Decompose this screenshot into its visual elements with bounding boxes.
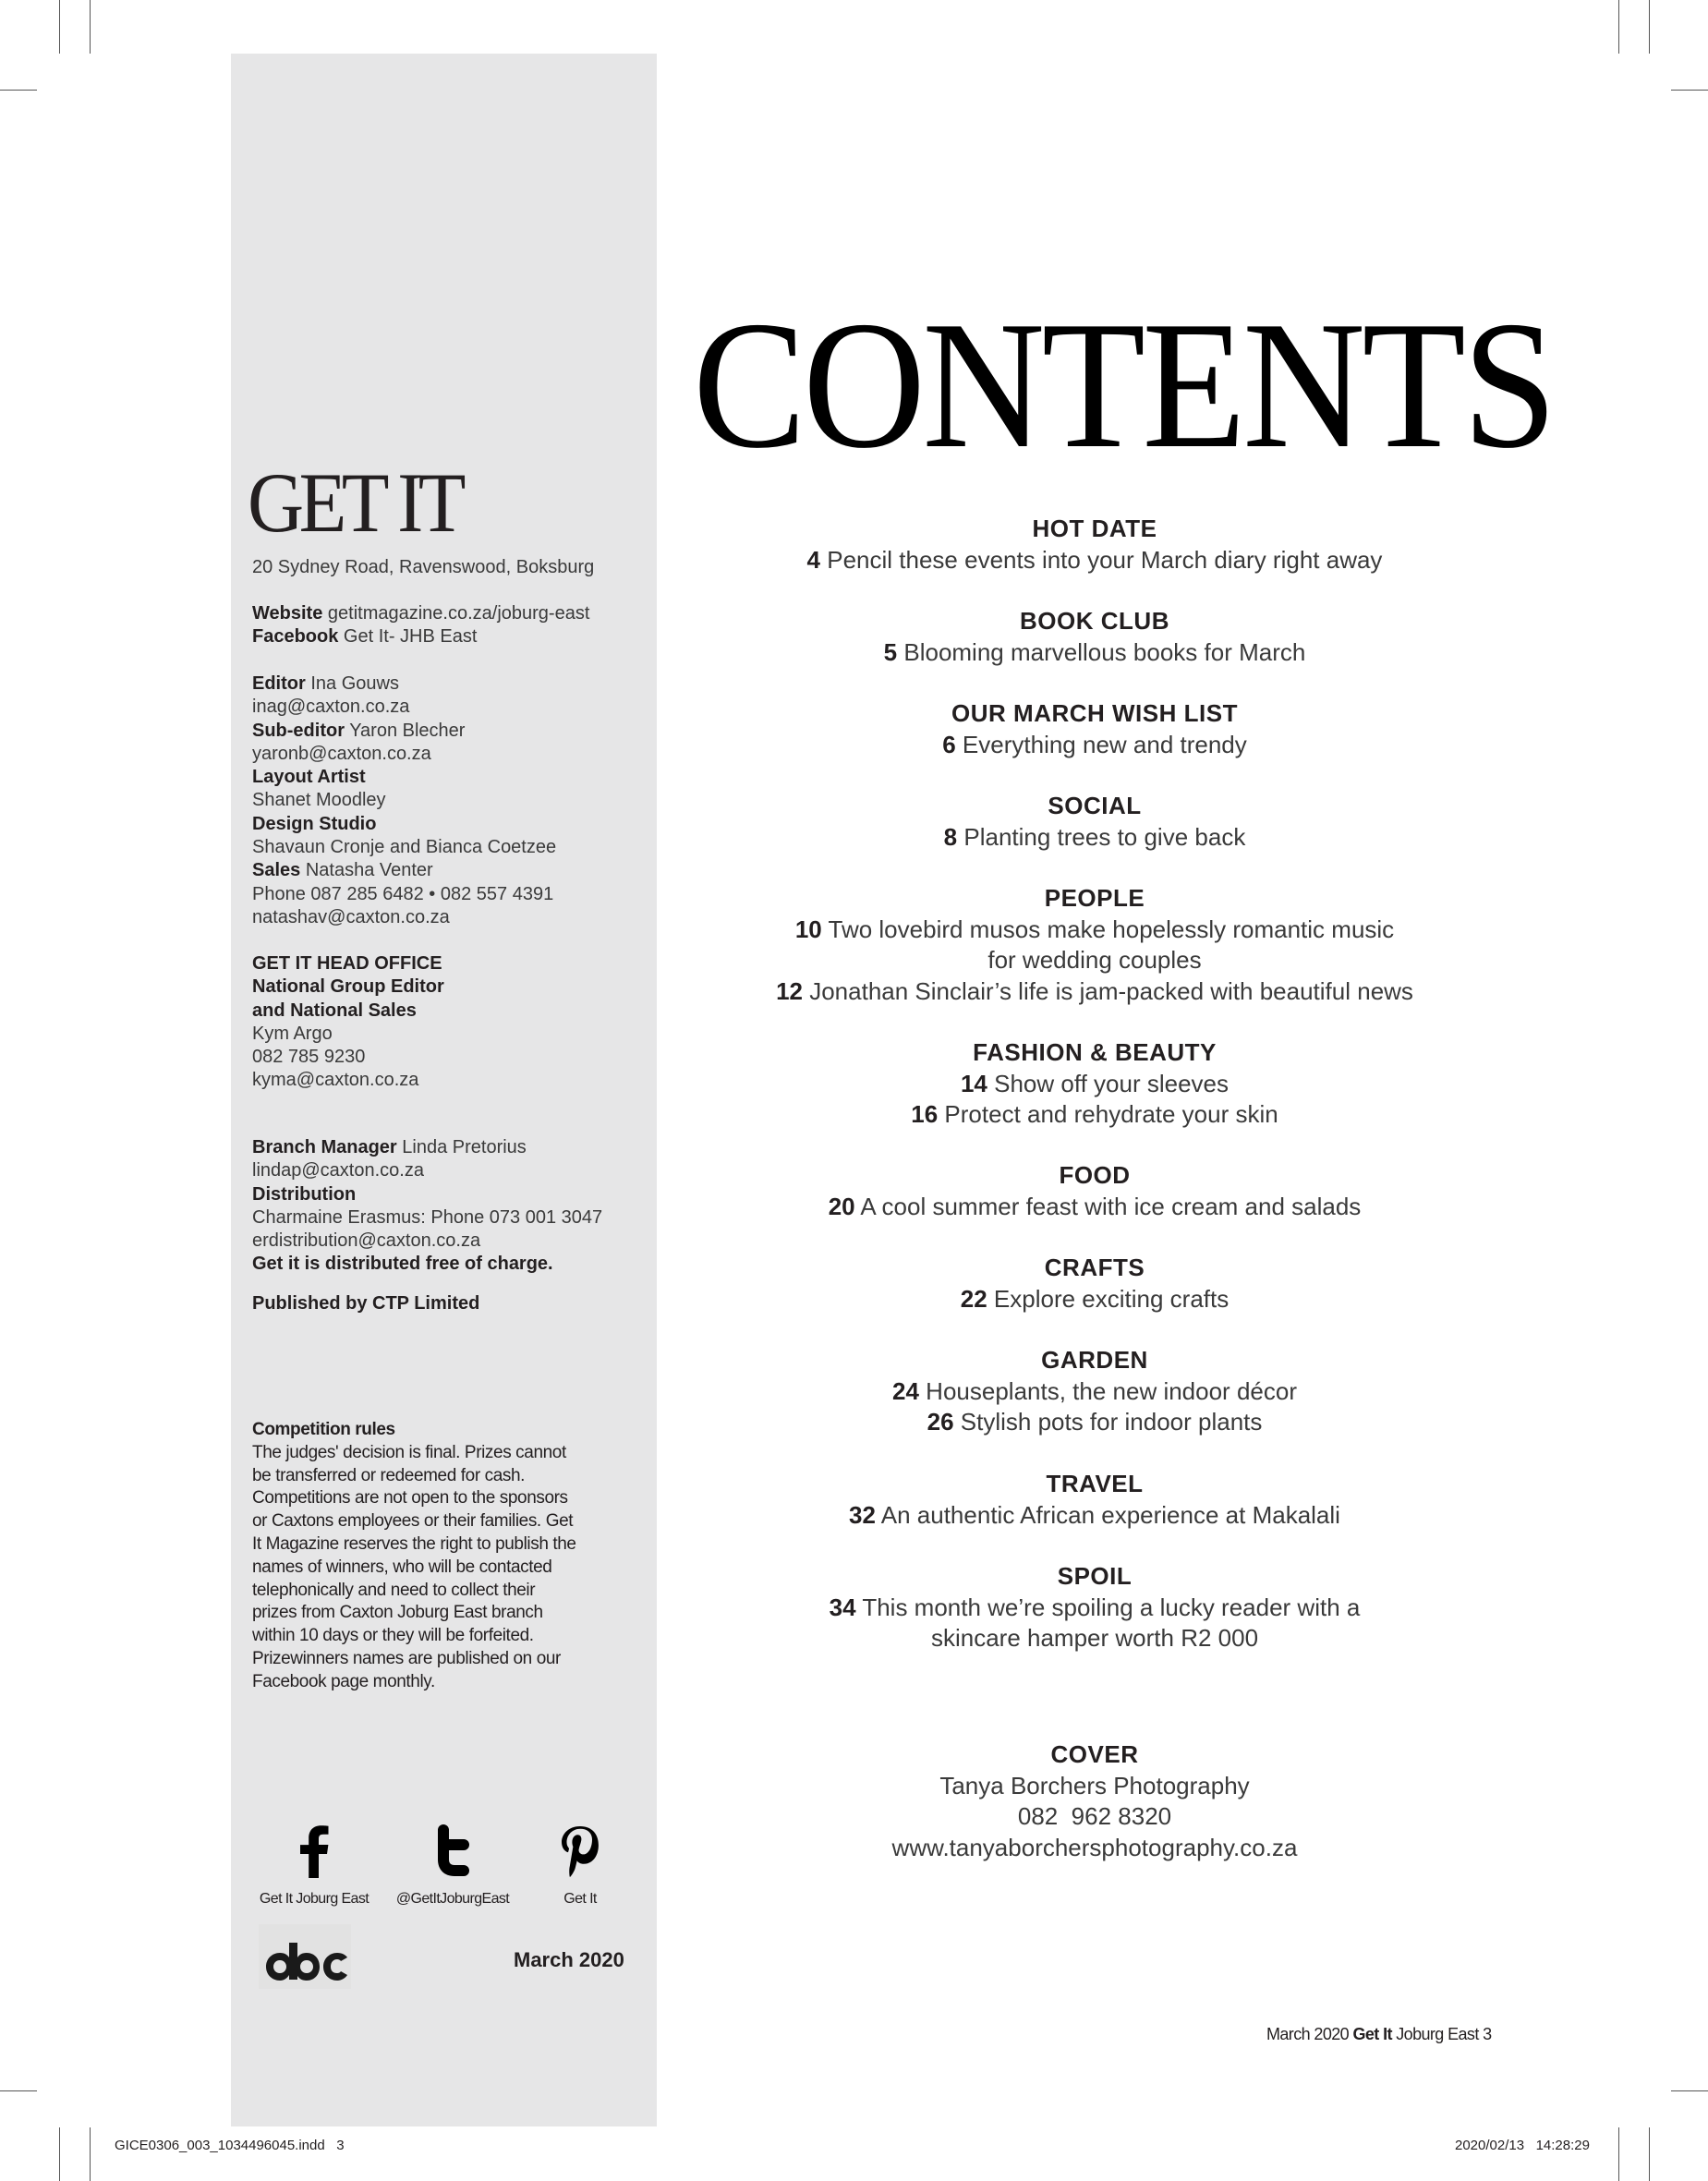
facebook-icon [298,1824,330,1878]
competition-title: Competition rules [252,1420,395,1439]
head-office-block [252,952,649,1093]
branch-email[interactable]: lindap@caxton.co.za [252,1160,424,1181]
layout-name: Shanet Moodley [252,790,386,811]
cover-url[interactable]: www.tanyaborchersphotography.co.za [891,1833,1298,1861]
toc-page-number: 26 [927,1408,954,1436]
folio-edition: Joburg East 3 [1396,2025,1492,2043]
editor-email[interactable]: inag@caxton.co.za [252,697,410,718]
toc-section [702,1345,1487,1438]
toc-page-number: 24 [892,1376,919,1405]
distribution-label: Distribution [252,1183,357,1205]
toc-entry[interactable] [702,1069,1487,1100]
competition-line: within 10 days or they will be forfeited. [252,1626,534,1646]
toc-entry[interactable] [702,1623,1487,1654]
design-names: Shavaun Cronje and Bianca Coetzee [252,837,557,858]
crop-mark [1649,2127,1650,2181]
national-editor-name: Kym Argo [252,1023,333,1044]
toc-section [702,606,1487,668]
toc-entry-text: skincare hamper worth R2 000 [930,1624,1259,1652]
toc-section-heading: PEOPLE [1044,884,1145,912]
competition-line: telephonically and need to collect their [252,1580,536,1600]
crop-mark [1618,0,1619,54]
editor-name: Ina Gouws [310,673,399,694]
toc-page-number: 20 [828,1192,855,1220]
toc-section [702,1253,1487,1315]
website-label: Website [252,603,323,624]
toc-page-number: 22 [960,1284,987,1313]
subeditor-name: Yaron Blecher [349,720,466,741]
toc-page-number: 8 [943,822,958,851]
sales-label: Sales [252,860,301,881]
toc-entry[interactable] [702,545,1487,576]
toc-entry-text: Planting trees to give back [963,822,1246,851]
toc-section-heading: FASHION & BEAUTY [973,1038,1217,1066]
toc-entry-text: Houseplants, the new indoor décor [926,1376,1297,1405]
toc-entry[interactable] [702,637,1487,669]
crop-mark [90,0,91,54]
toc-section [702,1037,1487,1131]
toc-page-number: 5 [883,637,898,666]
design-label: Design Studio [252,813,377,834]
pinterest-social[interactable] [520,1824,640,1908]
toc-section [702,1561,1487,1654]
toc-entry[interactable] [702,1284,1487,1315]
abc-logo [259,1924,351,1989]
twitter-handle: @GetItJoburgEast [395,1891,510,1907]
toc-entry[interactable] [702,1099,1487,1131]
branch-label: Branch Manager [252,1137,397,1157]
crop-mark [0,90,37,91]
facebook-social[interactable] [254,1824,374,1908]
toc-entry-text: Explore exciting crafts [993,1284,1230,1313]
toc-entry[interactable] [702,822,1487,854]
web-block [252,602,649,649]
toc-section [702,698,1487,760]
cover-heading: COVER [1050,1740,1139,1768]
crop-mark [0,2090,37,2091]
national-sales-label: and National Sales [252,1000,417,1021]
branch-block [252,1136,649,1277]
crop-mark [90,2127,91,2181]
competition-line: Facebook page monthly. [252,1671,435,1691]
cover-credit [702,1739,1487,1863]
page-title: CONTENTS [693,284,1554,486]
toc-page-number: 4 [806,545,821,574]
pinterest-handle: Get It [563,1891,597,1907]
toc-section-heading: BOOK CLUB [1020,607,1169,635]
competition-line: It Magazine reserves the right to publish the [252,1533,576,1554]
competition-rules [252,1419,640,1694]
twitter-icon [432,1824,473,1878]
head-office-label: GET IT HEAD OFFICE [252,953,442,974]
crop-mark [1671,90,1708,91]
toc-entry[interactable] [702,1376,1487,1408]
cover-phone: 082 962 8320 [1017,1802,1172,1830]
toc-entry-text: This month we’re spoiling a lucky reader with a [862,1593,1361,1621]
pinterest-icon [559,1824,601,1878]
layout-label: Layout Artist [252,767,366,788]
slug-timestamp: 2020/02/13 14:28:29 [1455,2138,1590,2153]
subeditor-email[interactable]: yaronb@caxton.co.za [252,743,431,764]
folio-brand: Get It [1352,2025,1392,2043]
sales-email[interactable]: natashav@caxton.co.za [252,906,450,927]
competition-line: names of winners, who will be contacted [252,1557,552,1577]
national-editor-email[interactable]: kyma@caxton.co.za [252,1070,419,1091]
address: 20 Sydney Road, Ravenswood, Boksburg [252,557,595,577]
crop-mark [1649,0,1650,54]
slug-filename: GICE0306_003_1034496045.indd 3 [115,2138,345,2153]
get-it-logo: GET IT [248,455,461,550]
toc-entry-text: Pencil these events into your March diary right away [827,545,1383,574]
facebook-link[interactable]: Get It- JHB East [343,626,478,648]
toc-entry-text: Show off your sleeves [994,1069,1230,1097]
crop-mark [59,2127,60,2181]
toc-entry-text: Blooming marvellous books for March [903,637,1306,666]
distribution-contact: Charmaine Erasmus: Phone 073 001 3047 [252,1206,603,1228]
toc-section [702,514,1487,576]
facebook-label: Facebook [252,626,339,648]
free-note: Get it is distributed free of charge. [252,1254,553,1275]
website-link[interactable]: getitmagazine.co.za/joburg-east [327,603,590,624]
toc-section-heading: TRAVEL [1046,1470,1144,1497]
competition-line: prizes from Caxton Joburg East branch [252,1603,543,1623]
toc-section-heading: FOOD [1059,1161,1131,1189]
sales-phone: Phone 087 285 6482 • 082 557 4391 [252,883,554,904]
national-editor-phone: 082 785 9230 [252,1047,366,1068]
toc-section-heading: SOCIAL [1048,792,1142,819]
toc-entry-text: Everything new and trendy [962,730,1247,758]
toc-entry[interactable] [702,945,1487,976]
crop-mark [59,0,60,54]
toc-entry-text: Jonathan Sinclair’s life is jam-packed with beautiful news [809,976,1413,1005]
editor-label: Editor [252,673,306,694]
toc-section-heading: HOT DATE [1032,515,1157,542]
competition-text [252,1442,640,1694]
toc-section-heading: CRAFTS [1044,1254,1145,1281]
twitter-social[interactable] [393,1824,513,1908]
branch-name: Linda Pretorius [402,1137,527,1157]
toc-section-heading: GARDEN [1041,1346,1148,1374]
toc-entry[interactable] [702,1500,1487,1532]
toc-entry[interactable] [702,730,1487,761]
cover-photographer: Tanya Borchers Photography [939,1771,1250,1799]
toc-entry-text: Two lovebird musos make hopelessly romantic music [828,915,1395,943]
toc-entry-text: Protect and rehydrate your skin [944,1100,1278,1128]
toc-page-number: 6 [942,730,956,758]
toc-page-number: 34 [829,1593,856,1621]
crop-mark [1671,2090,1708,2091]
sales-name: Natasha Venter [305,860,433,881]
toc-entry[interactable] [702,1192,1487,1223]
toc-entry-text: An authentic African experience at Makalali [880,1500,1340,1529]
competition-line: Prizewinners names are published on our [252,1648,561,1668]
competition-line: or Caxtons employees or their families. Get [252,1511,574,1532]
toc-page-number: 32 [849,1500,876,1529]
toc-section [702,1469,1487,1531]
toc-entry-text: Stylish pots for indoor plants [960,1408,1263,1436]
page-folio [1266,2025,1492,2044]
distribution-email[interactable]: erdistribution@caxton.co.za [252,1230,481,1252]
toc-page-number: 16 [911,1100,939,1128]
issue-date: March 2020 [514,1948,624,1971]
toc-page-number: 12 [776,976,803,1005]
toc-entry[interactable] [702,1407,1487,1438]
competition-line: Competitions are not open to the sponsors [252,1488,568,1509]
toc-entry-text: for wedding couples [987,946,1202,974]
address-block [252,556,649,579]
toc-page-number: 10 [794,915,822,943]
folio-date: March 2020 [1266,2025,1350,2043]
toc-entry-text: A cool summer feast with ice cream and salads [860,1192,1362,1220]
toc-section [702,883,1487,1007]
facebook-handle: Get It Joburg East [259,1891,369,1907]
competition-line: be transferred or redeemed for cash. [252,1465,526,1485]
toc-section-heading: OUR MARCH WISH LIST [951,699,1238,727]
staff-block [252,672,649,929]
publisher: Published by CTP Limited [252,1293,480,1314]
toc-section-heading: SPOIL [1057,1562,1133,1590]
toc-section [702,1160,1487,1222]
competition-line: The judges' decision is final. Prizes cannot [252,1442,566,1462]
publisher-block [252,1292,649,1315]
toc-entry[interactable] [702,915,1487,946]
toc-entry[interactable] [702,976,1487,1008]
crop-mark [1618,2127,1619,2181]
subeditor-label: Sub-editor [252,720,345,741]
national-editor-label: National Group Editor [252,976,444,998]
toc-section [702,791,1487,853]
toc-page-number: 14 [960,1069,987,1097]
toc-entry[interactable] [702,1593,1487,1624]
